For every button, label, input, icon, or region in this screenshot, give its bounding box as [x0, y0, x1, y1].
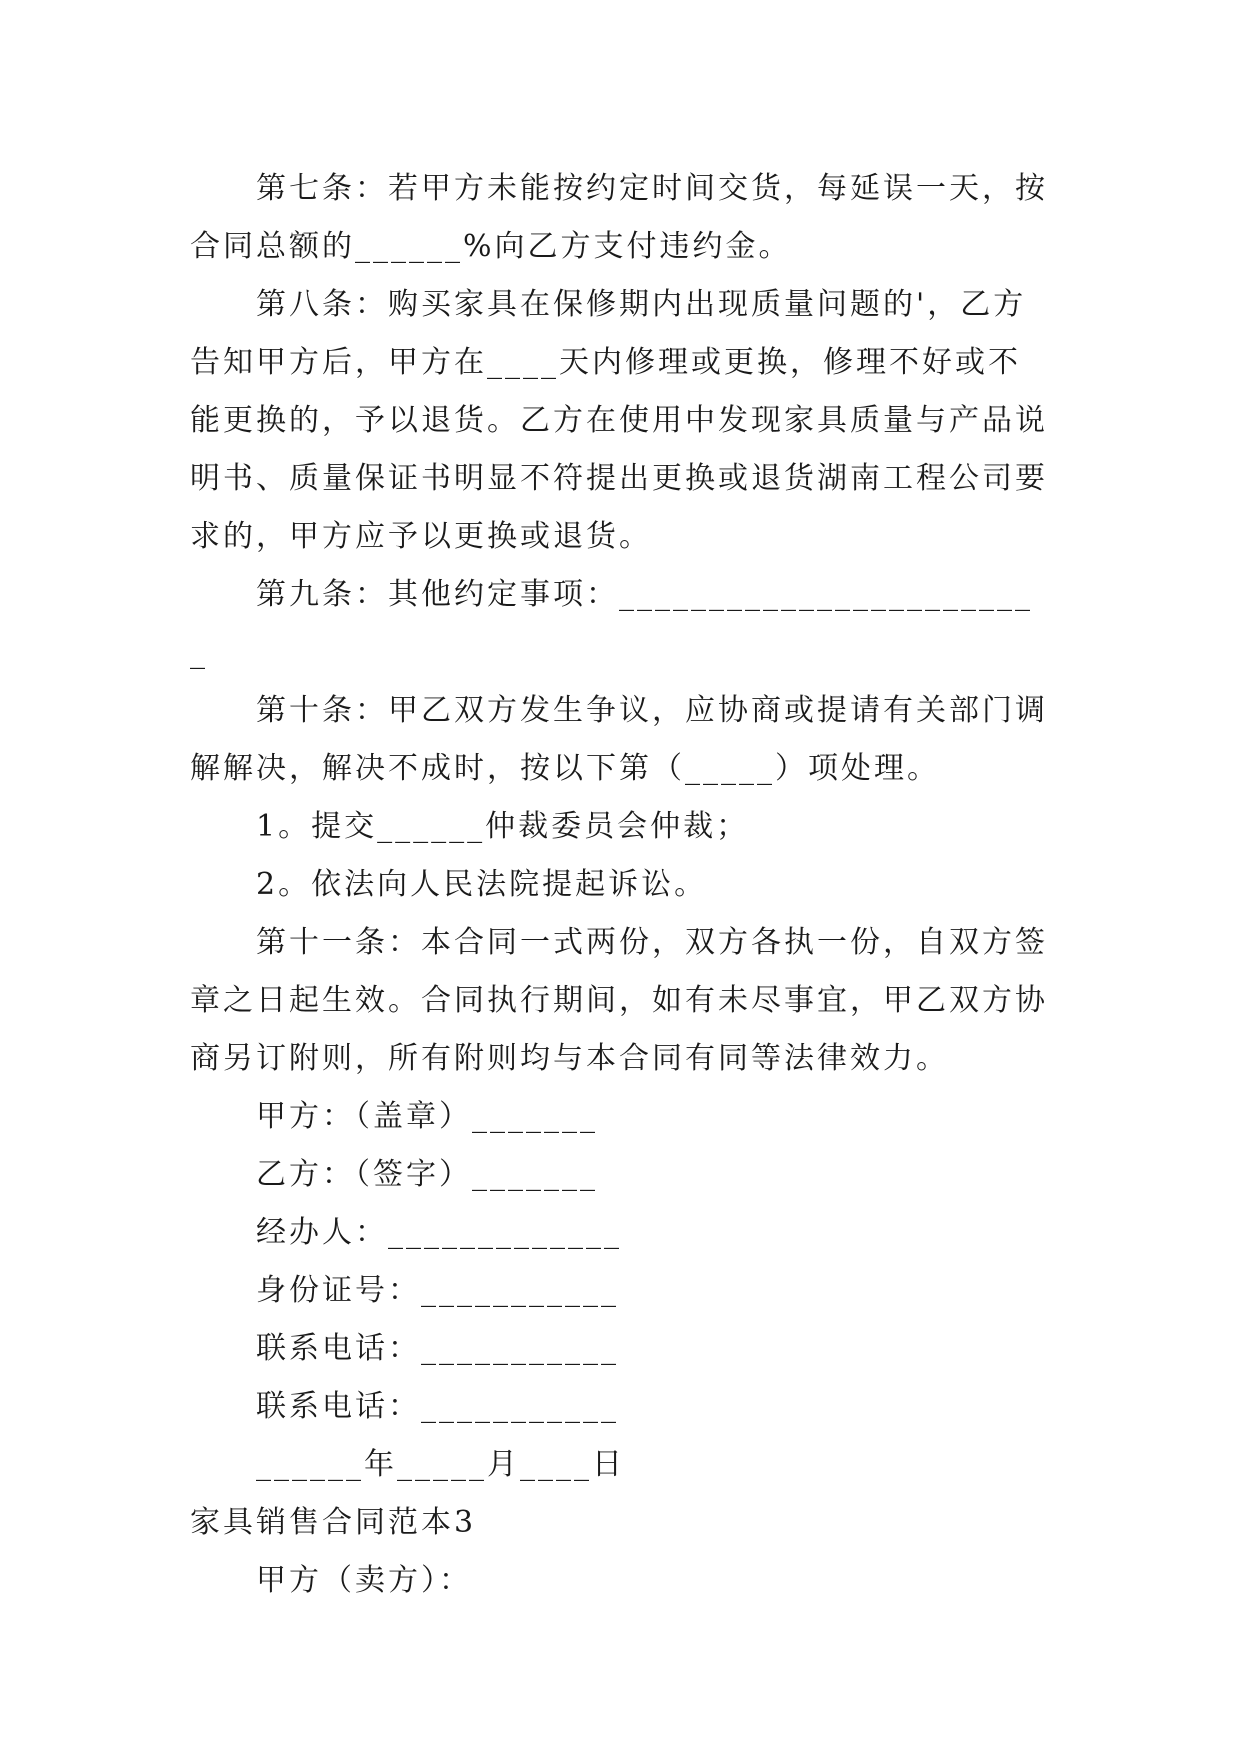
id-number-line: 身份证号：___________ [256, 1273, 619, 1308]
document-page [190, 160, 1050, 1610]
party-a-seller-label: 甲方（卖方）： [256, 1563, 472, 1598]
handler-line: 经办人：_____________ [256, 1215, 622, 1250]
option-2: 2。依法向人民法院提起诉讼。 [256, 867, 708, 902]
article-11: 第十一条：本合同一式两份，双方各执一份，自双方签章之日起生效。合同执行期间，如有未尽事宜，甲乙双方协商另订附则，所有附则均与本合同有同等法律效力。 [190, 925, 1048, 1076]
phone-line-1: 联系电话：___________ [256, 1331, 619, 1366]
party-b-sign-line: 乙方：（签字）_______ [256, 1157, 598, 1192]
article-7: 第七条：若甲方未能按约定时间交货，每延误一天，按合同总额的______%向乙方支付违约金。 [190, 171, 1048, 264]
article-8: 第八条：购买家具在保修期内出现质量问题的'，乙方告知甲方后，甲方在____天内修理或更换，修理不好或不能更换的，予以退货。乙方在使用中发现家具质量与产品说明书、质量保证书明显不符提出更换或退货湖南工程公司要求的，甲方应予以更换或退货。 [190, 287, 1048, 554]
phone-line-2: 联系电话：___________ [256, 1389, 619, 1424]
article-9: 第九条：其他约定事项：________________________ [190, 577, 1033, 670]
article-10: 第十条：甲乙双方发生争议，应协商或提请有关部门调解解决，解决不成时，按以下第（_____）项处理。 [190, 693, 1048, 786]
date-line: ______年_____月____日 [256, 1447, 625, 1482]
option-1: 1。提交______仲裁委员会仲裁； [256, 809, 750, 844]
section-title: 家具销售合同范本3 [190, 1505, 477, 1540]
party-a-seal-line: 甲方：（盖章）_______ [256, 1099, 598, 1134]
